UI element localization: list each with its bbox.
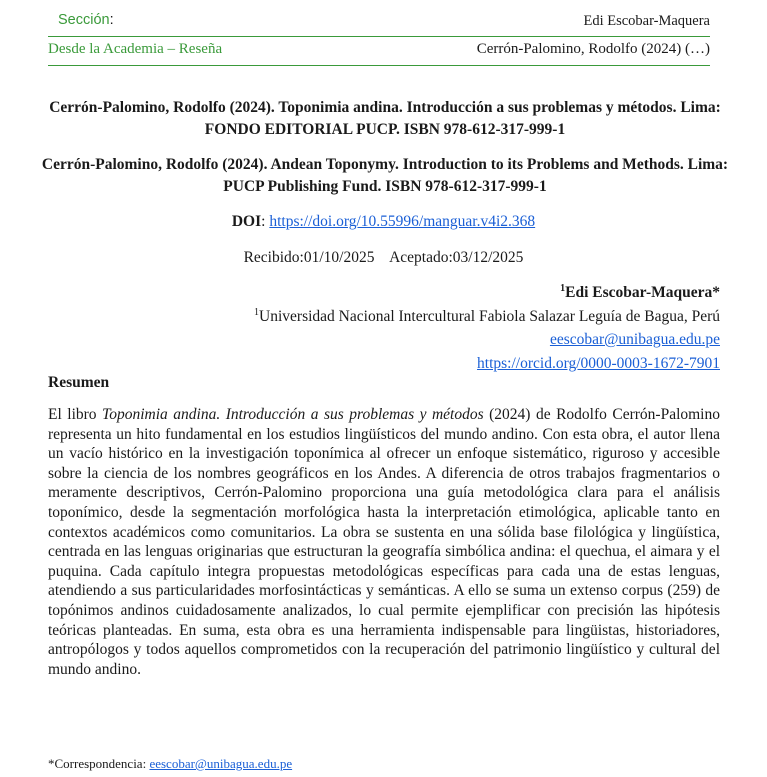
header-top-row <box>48 12 710 34</box>
accepted-date: Aceptado:03/12/2025 <box>389 249 524 266</box>
dates-line <box>0 249 767 267</box>
author-name: $^1$Edi Escobar-Maquera* <box>560 283 720 301</box>
column-name: Desde la Academia – Reseña <box>48 41 223 57</box>
doi-line: DOI: https://doi.org/10.55996/manguar.v4i2.368 <box>231 213 536 230</box>
author-block <box>254 281 720 375</box>
header-column-row <box>48 36 710 66</box>
abstract-heading: Resumen <box>48 374 110 391</box>
title-spanish: Cerrón-Palomino, Rodolfo (2024). Toponimia andina. Introducción a sus problemas y métodos. Lima: FONDO EDITORIAL PUCP. ISBN 978-612-317-999-1 <box>49 99 721 138</box>
doi-link[interactable]: https://doi.org/10.55996/manguar.v4i2.368 <box>269 213 536 230</box>
author-orcid-link[interactable]: https://orcid.org/0000-0003-1672-7901 <box>477 354 720 372</box>
title-english: Cerrón-Palomino, Rodolfo (2024). Andean Toponymy. Introduction to its Problems and Methods. Lima: PUCP Publishing Fund. ISBN 978-612-317-999-1 <box>41 156 729 195</box>
author-email-link[interactable]: eescobar@unibagua.edu.pe <box>549 331 720 348</box>
header-author: Edi Escobar-Maquera <box>583 13 710 29</box>
author-affiliation: $^1$Universidad Nacional Intercultural Fabiola Salazar Leguía de Bagua, Perú <box>254 306 720 325</box>
book-title: Toponimia andina. Introducción a sus problemas y métodos <box>102 406 484 423</box>
running-title: Cerrón-Palomino, Rodolfo (2024) (…) <box>476 41 710 57</box>
correspondence-email-link[interactable]: eescobar@unibagua.edu.pe <box>149 756 293 771</box>
doi-label: DOI <box>231 213 262 230</box>
section-label: Sección: <box>58 12 114 28</box>
received-date: Recibido:01/10/2025 <box>243 249 375 266</box>
correspondence-note: *Correspondencia: eescobar@unibagua.edu.pe <box>48 756 293 771</box>
abstract-body: El libro Toponimia andina. Introducción a sus problemas y métodos (2024) de Rodolfo Cerrón-Palomino representa un hito fundamental en los estudios lingüísticos del mundo andino. Con esta obra, el autor llena un vacío histórico en la investigación toponímica al ofrecer un enfoque sistemático, riguroso y accesible sobre la ciencia de los nombres geográficos en los Andes. A diferencia de otros trabajos fragmentarios o meramente descriptivos, Cerrón-Palomino proporciona una guía metodológica clara para el análisis toponímico, desde la segmentación morfológica hasta la interpretación etimológica, aplicable tanto en contextos académicos como comunitarios. La obra se sustenta en una sólida base filológica y lingüística, centrada en las lenguas originarias que estructuran la geografía simbólica andina: el quechua, el aimara y el puquina. Cada capítulo integra propuestas metodológicas específicas para cada una de estas lenguas, atendiendo a sus particularidades morfosintácticas y semánticas. A ello se suma un extenso corpus (259) de topónimos andinos cuidadosamente analizados, lo cual permite ejemplificar con precisión las hipótesis teóricas planteadas. En suma, esta obra es una herramienta indispensable para lingüistas, historiadores, antropólogos y todos aquellos comprometidos con la recuperación del patrimonio lingüístico y cultural del mundo andino. <box>48 406 720 678</box>
